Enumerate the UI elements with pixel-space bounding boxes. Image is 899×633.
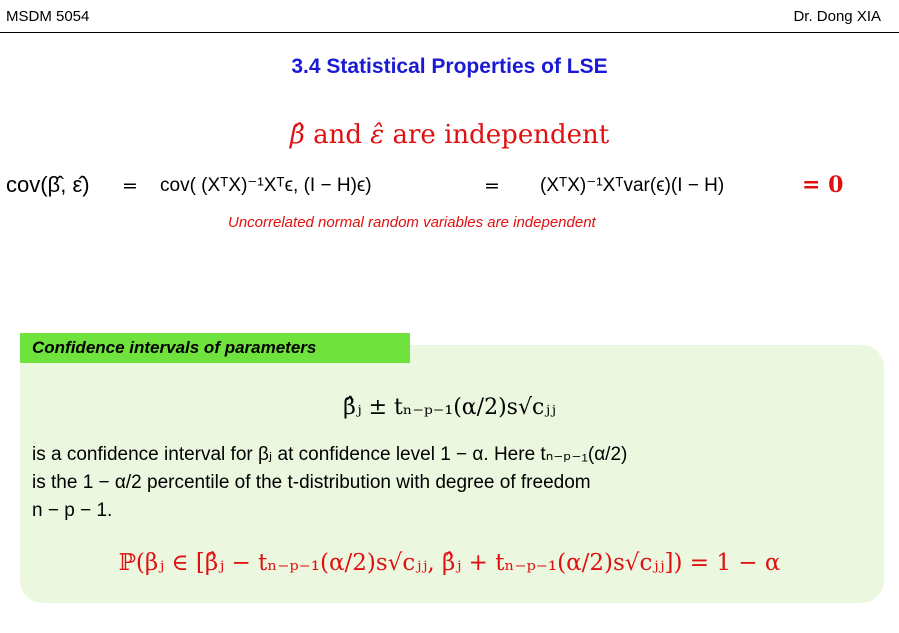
epsilon-hat: ε̂ (370, 120, 385, 150)
box-title: Confidence intervals of parameters (32, 338, 317, 357)
covariance-equation (0, 172, 899, 204)
paragraph-line-1: is a confidence interval for βⱼ at confidence level 1 − α. Here tₙ₋ₚ₋₁(α/2) (32, 444, 628, 465)
author-name: Dr. Dong XIA (793, 8, 881, 25)
beta-hat: β̂ (289, 120, 305, 150)
uncorrelated-note: Uncorrelated normal random variables are independent (228, 214, 596, 231)
box-title-bar (20, 333, 410, 363)
independence-statement (0, 120, 899, 150)
ci-paragraph (32, 441, 852, 525)
slide-title: 3.4 Statistical Properties of LSE (291, 55, 608, 78)
paragraph-line-2: is the 1 − α/2 percentile of the t-distribution with degree of freedom (32, 472, 591, 493)
equals-1: = (122, 175, 138, 197)
cov-middle: cov( (XᵀX)⁻¹Xᵀϵ, (I − H)ϵ) (160, 175, 372, 196)
ci-formula: β̂ⱼ ± tₙ₋ₚ₋₁(α/2)s√cⱼⱼ (343, 395, 556, 420)
cov-rhs: (XᵀX)⁻¹Xᵀvar(ϵ)(I − H) (540, 175, 725, 196)
cov-lhs: cov(β̂, ε̂) (6, 172, 90, 197)
coverage-probability: ℙ(βⱼ ∈ [β̂ⱼ − tₙ₋ₚ₋₁(α/2)s√cⱼⱼ, β̂ⱼ + tₙ₋ₚ₋₁(α/2)s√cⱼⱼ]) = 1 − α (118, 550, 781, 576)
independence-rest: are independent (384, 120, 610, 150)
cov-result: = 0 (802, 172, 844, 198)
and-word: and (304, 120, 371, 150)
paragraph-line-3: n − p − 1. (32, 500, 113, 521)
slide-header (0, 0, 899, 33)
course-code: MSDM 5054 (6, 8, 90, 25)
equals-2: = (484, 175, 500, 197)
header-rule (0, 32, 899, 33)
